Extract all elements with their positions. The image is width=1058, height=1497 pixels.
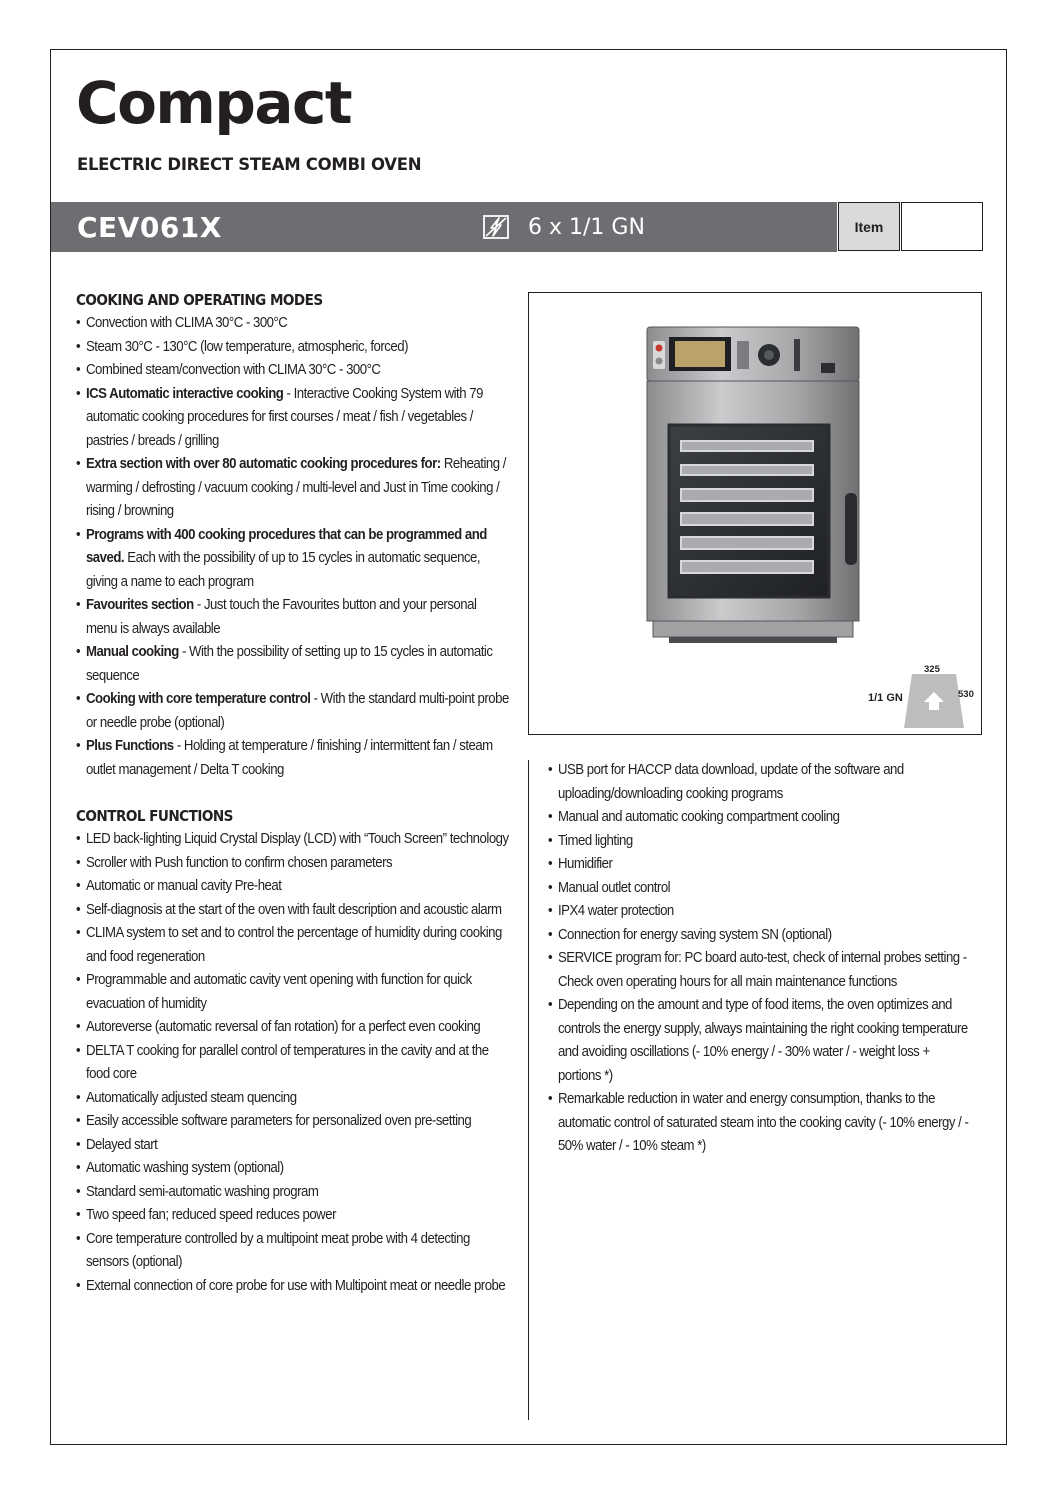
list-item: • SERVICE program for: PC board auto-test, check of internal probes setting - Check oven operating hours for all main maintenance functions: [548, 947, 973, 994]
list-item: [76, 453, 510, 524]
gn-width-label: 325: [924, 664, 940, 675]
list-item: • USB port for HACCP data download, update of the software and uploading/downloading cooking programs: [548, 759, 973, 806]
list-item: • Automatic or manual cavity Pre-heat: [76, 875, 510, 899]
control-functions-list: [76, 828, 510, 1298]
left-column: [76, 289, 510, 1298]
list-item: [76, 383, 510, 454]
list-item: [76, 641, 510, 688]
list-item: • Two speed fan; reduced speed reduces power: [76, 1204, 510, 1228]
page-subtitle: ELECTRIC DIRECT STEAM COMBI OVEN: [77, 155, 422, 174]
list-item: • CLIMA system to set and to control the percentage of humidity during cooking and food regeneration: [76, 922, 510, 969]
list-item: [76, 336, 510, 360]
list-item: • DELTA T cooking for parallel control of temperatures in the cavity and at the food core: [76, 1040, 510, 1087]
list-item: • Manual and automatic cooking compartment cooling: [548, 806, 973, 830]
list-item-text: Convection with CLIMA 30°C - 300°C: [85, 315, 288, 331]
list-item: • Autoreverse (automatic reversal of fan rotation) for a perfect even cooking: [76, 1016, 510, 1040]
capacity-label: 6 x 1/1 GN: [528, 215, 645, 240]
right-column: [548, 759, 973, 1159]
column-divider: [528, 760, 529, 1420]
list-item: • Standard semi-automatic washing program: [76, 1181, 510, 1205]
control-functions-heading: CONTROL FUNCTIONS: [76, 807, 233, 825]
list-item-highlight: Favourites section: [85, 597, 194, 613]
list-item-highlight: Plus Functions: [85, 738, 174, 754]
list-item-text: - With the possibility of setting up to 15 cycles in automatic sequence: [85, 644, 493, 684]
list-item-text: - With the standard multi-point probe or needle probe (optional): [85, 691, 509, 731]
cooking-modes-heading: COOKING AND OPERATING MODES: [76, 291, 323, 309]
gn-length-label: 530: [958, 689, 974, 700]
list-item-text: Combined steam/convection with CLIMA 30°C - 300°C: [85, 362, 381, 378]
list-item: [76, 312, 510, 336]
list-item: • Scroller with Push function to confirm chosen parameters: [76, 852, 510, 876]
features-list: [548, 759, 973, 1159]
gn-size-label: 1/1 GN: [868, 692, 903, 704]
list-item: [76, 688, 510, 735]
page-title: Compact: [76, 69, 352, 137]
list-item: [76, 594, 510, 641]
list-item: • Automatically adjusted steam quencing: [76, 1087, 510, 1111]
list-item-text: Each with the possibility of up to 15 cycles in automatic sequence, giving a name to each program: [85, 550, 481, 590]
list-item-text: Steam 30°C - 130°C (low temperature, atmospheric, forced): [85, 338, 409, 355]
item-label: Item: [838, 202, 900, 251]
electric-power-icon: [483, 215, 509, 239]
item-number-box: [901, 202, 983, 251]
list-item: • Delayed start: [76, 1134, 510, 1158]
list-item: • External connection of core probe for use with Multipoint meat or needle probe: [76, 1275, 510, 1299]
list-item-text: Reheating / warming / defrosting / vacuum cooking / multi-level and Just in Time cooking / rising / browning: [85, 456, 506, 519]
list-item: • Manual outlet control: [548, 877, 973, 901]
list-item: • Humidifier: [548, 853, 973, 877]
list-item-highlight: Extra section with over 80 automatic cooking procedures for:: [85, 456, 441, 472]
list-item: • Programmable and automatic cavity vent opening with function for quick evacuation of humidity: [76, 969, 510, 1016]
list-item: • Self-diagnosis at the start of the oven with fault description and acoustic alarm: [76, 899, 510, 923]
list-item-highlight: Programs with 400 cooking procedures that can be programmed and saved.: [85, 526, 487, 566]
list-item: • Timed lighting: [548, 830, 973, 854]
list-item-text: - Interactive Cooking System with 79 automatic cooking procedures for first courses / meat / fish / vegetables / pastries / breads / grilling: [85, 385, 483, 449]
list-item: • Core temperature controlled by a multipoint meat probe with 4 detecting sensors (optional): [76, 1228, 510, 1275]
list-item: [76, 359, 510, 383]
list-item: • Automatic washing system (optional): [76, 1157, 510, 1181]
cooking-modes-list: [76, 312, 510, 782]
model-code: CEV061X: [77, 211, 222, 244]
list-item-highlight: ICS Automatic interactive cooking: [85, 385, 284, 402]
list-item: • IPX4 water protection: [548, 900, 973, 924]
list-item: • Remarkable reduction in water and energy consumption, thanks to the automatic control of saturated steam into the cooking cavity (- 10% energy / - 50% water / - 10% steam *): [548, 1088, 973, 1159]
list-item-text: - Just touch the Favourites button and your personal menu is always available: [85, 597, 477, 637]
list-item-text: - Holding at temperature / finishing / intermittent fan / steam outlet management / Delta T cooking: [85, 738, 493, 778]
list-item-highlight: Manual cooking: [85, 644, 179, 660]
list-item: [76, 735, 510, 782]
list-item: • Connection for energy saving system SN (optional): [548, 924, 973, 948]
list-item: • Depending on the amount and type of food items, the oven optimizes and controls the energy supply, always maintaining the right cooking temperature and avoiding oscillations (- 10% energy / - 30% water / - weight loss + portions *): [548, 994, 973, 1088]
list-item: [76, 524, 510, 595]
list-item: • LED back-lighting Liquid Crystal Display (LCD) with “Touch Screen” technology: [76, 828, 510, 852]
list-item-highlight: Cooking with core temperature control: [85, 691, 311, 707]
list-item: • Easily accessible software parameters for personalized oven pre-setting: [76, 1110, 510, 1134]
